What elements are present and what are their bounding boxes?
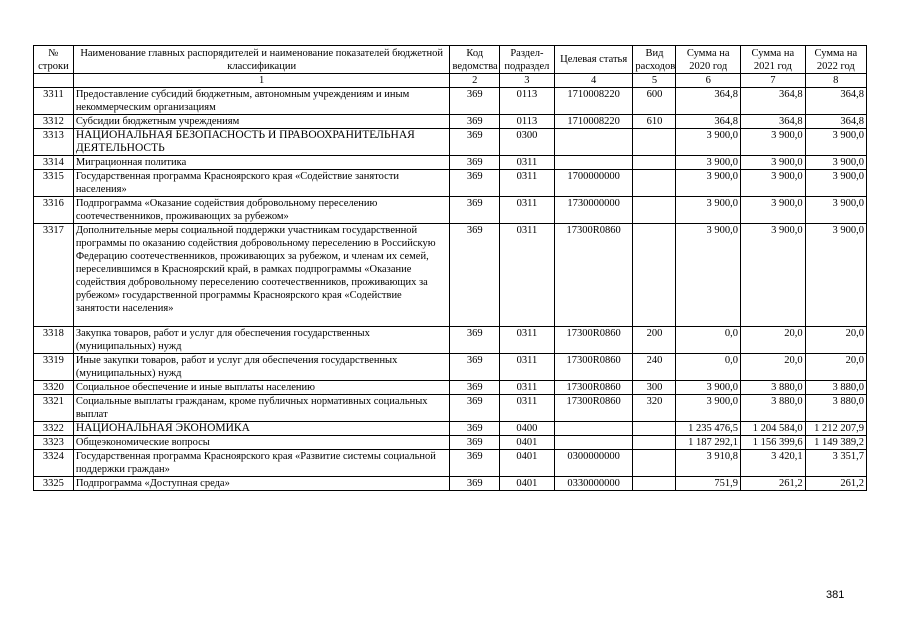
row-type-cell <box>633 450 676 477</box>
row-number-cell: 3318 <box>34 327 74 354</box>
row-target-cell: 17300R0860 <box>554 224 633 327</box>
row-sum-2020-cell: 3 910,8 <box>676 450 741 477</box>
col-number <box>34 74 74 88</box>
row-sum-2022-cell: 3 900,0 <box>805 156 866 170</box>
row-sum-2021-cell: 3 880,0 <box>741 381 806 395</box>
row-sum-2020-cell: 1 235 476,5 <box>676 422 741 436</box>
row-sum-2021-cell: 3 900,0 <box>741 170 806 197</box>
row-dept-cell: 369 <box>450 170 500 197</box>
row-name-cell: Подпрограмма «Оказание содействия добровольному переселению соотечественников, проживающих за рубежом» <box>73 197 450 224</box>
row-dept-cell: 369 <box>450 88 500 115</box>
row-sum-2022-cell: 3 900,0 <box>805 197 866 224</box>
row-section-cell: 0311 <box>499 197 554 224</box>
row-dept-cell: 369 <box>450 422 500 436</box>
header-sum-2021: Сумма на 2021 год <box>741 46 806 74</box>
row-type-cell <box>633 170 676 197</box>
header-exp-type: Вид расходов <box>633 46 676 74</box>
row-target-cell: 17300R0860 <box>554 395 633 422</box>
row-type-cell: 200 <box>633 327 676 354</box>
header-dept-code: Код ведомства <box>450 46 500 74</box>
table-row <box>34 224 867 327</box>
row-sum-2022-cell: 3 900,0 <box>805 170 866 197</box>
row-sum-2020-cell: 1 187 292,1 <box>676 436 741 450</box>
row-number-cell: 3320 <box>34 381 74 395</box>
row-name-cell: Закупка товаров, работ и услуг для обеспечения государственных (муниципальных) нужд <box>73 327 450 354</box>
row-section-cell: 0401 <box>499 450 554 477</box>
table-row <box>34 115 867 129</box>
row-dept-cell: 369 <box>450 197 500 224</box>
row-type-cell: 320 <box>633 395 676 422</box>
row-target-cell: 1700000000 <box>554 170 633 197</box>
row-sum-2022-cell: 261,2 <box>805 477 866 491</box>
row-section-cell: 0311 <box>499 354 554 381</box>
row-sum-2021-cell: 3 880,0 <box>741 395 806 422</box>
row-sum-2022-cell: 364,8 <box>805 115 866 129</box>
header-sum-2020: Сумма на 2020 год <box>676 46 741 74</box>
row-name-cell: Субсидии бюджетным учреждениям <box>73 115 450 129</box>
row-type-cell <box>633 436 676 450</box>
table-row <box>34 354 867 381</box>
row-dept-cell: 369 <box>450 450 500 477</box>
row-sum-2021-cell: 3 900,0 <box>741 224 806 327</box>
row-sum-2021-cell: 3 420,1 <box>741 450 806 477</box>
row-section-cell: 0401 <box>499 477 554 491</box>
row-sum-2020-cell: 0,0 <box>676 327 741 354</box>
col-number: 8 <box>805 74 866 88</box>
row-name-cell: Государственная программа Красноярского края «Содействие занятости населения» <box>73 170 450 197</box>
row-sum-2022-cell: 3 880,0 <box>805 381 866 395</box>
row-sum-2022-cell: 3 880,0 <box>805 395 866 422</box>
row-section-cell: 0311 <box>499 381 554 395</box>
row-sum-2020-cell: 364,8 <box>676 115 741 129</box>
row-name-cell: Подпрограмма «Доступная среда» <box>73 477 450 491</box>
row-sum-2022-cell: 3 351,7 <box>805 450 866 477</box>
row-sum-2022-cell: 20,0 <box>805 354 866 381</box>
row-section-cell: 0311 <box>499 224 554 327</box>
row-section-cell: 0400 <box>499 422 554 436</box>
table-row <box>34 327 867 354</box>
table-body <box>34 88 867 491</box>
table-row <box>34 129 867 156</box>
row-section-cell: 0311 <box>499 170 554 197</box>
row-sum-2021-cell: 20,0 <box>741 354 806 381</box>
row-target-cell: 1730000000 <box>554 197 633 224</box>
row-sum-2022-cell: 20,0 <box>805 327 866 354</box>
row-sum-2021-cell: 364,8 <box>741 115 806 129</box>
col-number: 5 <box>633 74 676 88</box>
row-type-cell <box>633 422 676 436</box>
col-number: 3 <box>499 74 554 88</box>
row-sum-2020-cell: 3 900,0 <box>676 395 741 422</box>
row-name-cell: Государственная программа Красноярского края «Развитие системы социальной поддержки граждан» <box>73 450 450 477</box>
row-sum-2020-cell: 0,0 <box>676 354 741 381</box>
row-sum-2022-cell: 364,8 <box>805 88 866 115</box>
row-number-cell: 3314 <box>34 156 74 170</box>
row-sum-2020-cell: 3 900,0 <box>676 156 741 170</box>
row-dept-cell: 369 <box>450 477 500 491</box>
row-target-cell <box>554 422 633 436</box>
col-number: 7 <box>741 74 806 88</box>
table-row <box>34 436 867 450</box>
row-dept-cell: 369 <box>450 224 500 327</box>
row-target-cell: 0300000000 <box>554 450 633 477</box>
row-section-cell: 0113 <box>499 88 554 115</box>
row-sum-2022-cell: 3 900,0 <box>805 224 866 327</box>
table-row <box>34 88 867 115</box>
row-sum-2021-cell: 364,8 <box>741 88 806 115</box>
row-type-cell: 600 <box>633 88 676 115</box>
row-type-cell <box>633 224 676 327</box>
row-number-cell: 3323 <box>34 436 74 450</box>
header-sum-2022: Сумма на 2022 год <box>805 46 866 74</box>
row-type-cell <box>633 197 676 224</box>
row-name-cell: Предоставление субсидий бюджетным, автономным учреждениям и иным некоммерческим организациям <box>73 88 450 115</box>
row-dept-cell: 369 <box>450 129 500 156</box>
row-type-cell <box>633 156 676 170</box>
header-row <box>34 46 867 74</box>
row-target-cell: 17300R0860 <box>554 327 633 354</box>
table-row <box>34 381 867 395</box>
row-sum-2020-cell: 3 900,0 <box>676 197 741 224</box>
row-type-cell: 300 <box>633 381 676 395</box>
row-sum-2021-cell: 20,0 <box>741 327 806 354</box>
row-name-cell: Социальное обеспечение и иные выплаты населению <box>73 381 450 395</box>
row-section-cell: 0113 <box>499 115 554 129</box>
header-section: Раздел- подраздел <box>499 46 554 74</box>
column-number-row <box>34 74 867 88</box>
row-sum-2021-cell: 1 204 584,0 <box>741 422 806 436</box>
row-number-cell: 3325 <box>34 477 74 491</box>
row-sum-2022-cell: 1 212 207,9 <box>805 422 866 436</box>
row-sum-2021-cell: 3 900,0 <box>741 129 806 156</box>
table-row <box>34 170 867 197</box>
row-number-cell: 3313 <box>34 129 74 156</box>
row-number-cell: 3316 <box>34 197 74 224</box>
header-name: Наименование главных распорядителей и наименование показателей бюджетной классификации <box>73 46 450 74</box>
row-number-cell: 3319 <box>34 354 74 381</box>
row-sum-2022-cell: 3 900,0 <box>805 129 866 156</box>
row-section-cell: 0311 <box>499 395 554 422</box>
row-number-cell: 3312 <box>34 115 74 129</box>
row-name-cell: НАЦИОНАЛЬНАЯ ЭКОНОМИКА <box>73 422 450 436</box>
col-number: 6 <box>676 74 741 88</box>
row-name-cell: НАЦИОНАЛЬНАЯ БЕЗОПАСНОСТЬ И ПРАВООХРАНИТЕЛЬНАЯ ДЕЯТЕЛЬНОСТЬ <box>73 129 450 156</box>
row-section-cell: 0300 <box>499 129 554 156</box>
header-row-num: № строки <box>34 46 74 74</box>
page-number: 381 <box>826 589 845 601</box>
row-name-cell: Иные закупки товаров, работ и услуг для обеспечения государственных (муниципальных) нужд <box>73 354 450 381</box>
row-section-cell: 0311 <box>499 327 554 354</box>
row-section-cell: 0311 <box>499 156 554 170</box>
header-target: Целевая статья <box>554 46 633 74</box>
row-sum-2020-cell: 3 900,0 <box>676 129 741 156</box>
row-type-cell: 240 <box>633 354 676 381</box>
row-dept-cell: 369 <box>450 156 500 170</box>
row-dept-cell: 369 <box>450 395 500 422</box>
row-number-cell: 3322 <box>34 422 74 436</box>
row-sum-2021-cell: 1 156 399,6 <box>741 436 806 450</box>
row-target-cell <box>554 436 633 450</box>
row-sum-2022-cell: 1 149 389,2 <box>805 436 866 450</box>
row-target-cell <box>554 156 633 170</box>
row-type-cell <box>633 129 676 156</box>
row-section-cell: 0401 <box>499 436 554 450</box>
table-row <box>34 197 867 224</box>
row-number-cell: 3315 <box>34 170 74 197</box>
row-dept-cell: 369 <box>450 436 500 450</box>
row-dept-cell: 369 <box>450 115 500 129</box>
row-number-cell: 3321 <box>34 395 74 422</box>
row-sum-2021-cell: 261,2 <box>741 477 806 491</box>
row-dept-cell: 369 <box>450 381 500 395</box>
row-target-cell: 0330000000 <box>554 477 633 491</box>
row-number-cell: 3324 <box>34 450 74 477</box>
row-type-cell: 610 <box>633 115 676 129</box>
col-number: 2 <box>450 74 500 88</box>
row-number-cell: 3311 <box>34 88 74 115</box>
col-number: 1 <box>73 74 450 88</box>
row-target-cell: 17300R0860 <box>554 381 633 395</box>
row-target-cell: 17300R0860 <box>554 354 633 381</box>
table-row <box>34 477 867 491</box>
row-sum-2020-cell: 751,9 <box>676 477 741 491</box>
row-name-cell: Общеэкономические вопросы <box>73 436 450 450</box>
row-number-cell: 3317 <box>34 224 74 327</box>
budget-table <box>33 45 867 491</box>
table-row <box>34 395 867 422</box>
row-name-cell: Миграционная политика <box>73 156 450 170</box>
col-number: 4 <box>554 74 633 88</box>
row-target-cell: 1710008220 <box>554 115 633 129</box>
table-row <box>34 156 867 170</box>
row-sum-2021-cell: 3 900,0 <box>741 156 806 170</box>
row-name-cell: Дополнительные меры социальной поддержки участникам государственной программы по оказанию содействия добровольному переселению в Российскую Федерацию соотечественников, проживающих за рубежом, и членам их семей, переселившимся в Красноярский край, в рамках подпрограммы «Оказание содействия добровольному переселению соотечественников, проживающих за рубежом» государственной программы Красноярского края «Содействие занятости населения» <box>73 224 450 327</box>
row-sum-2020-cell: 3 900,0 <box>676 224 741 327</box>
row-type-cell <box>633 477 676 491</box>
row-target-cell <box>554 129 633 156</box>
row-dept-cell: 369 <box>450 327 500 354</box>
row-dept-cell: 369 <box>450 354 500 381</box>
table-row <box>34 450 867 477</box>
row-name-cell: Социальные выплаты гражданам, кроме публичных нормативных социальных выплат <box>73 395 450 422</box>
row-sum-2020-cell: 3 900,0 <box>676 170 741 197</box>
row-sum-2020-cell: 364,8 <box>676 88 741 115</box>
row-sum-2020-cell: 3 900,0 <box>676 381 741 395</box>
row-sum-2021-cell: 3 900,0 <box>741 197 806 224</box>
row-target-cell: 1710008220 <box>554 88 633 115</box>
table-row <box>34 422 867 436</box>
